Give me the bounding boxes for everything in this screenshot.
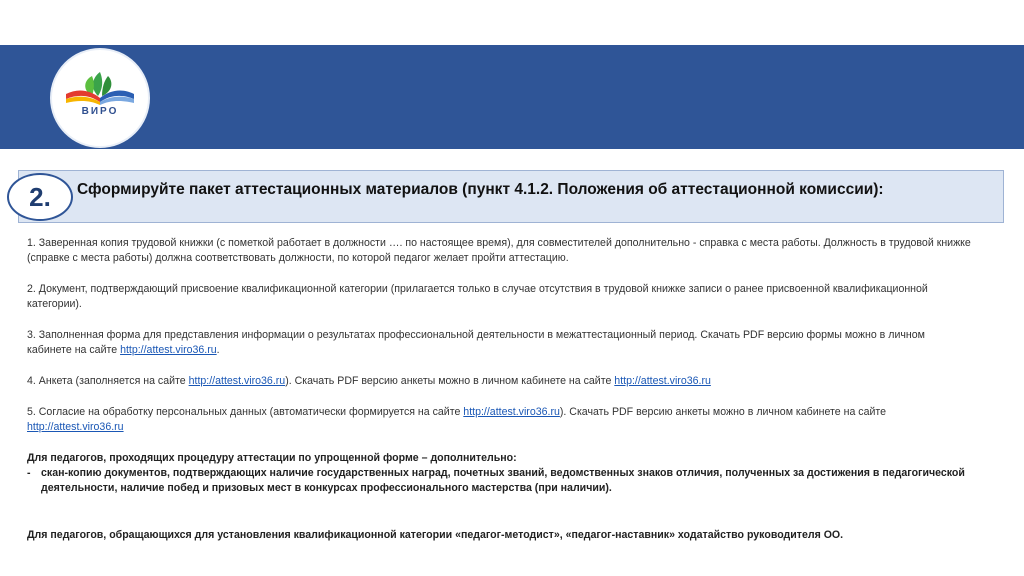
item-text: 4. Анкета (заполняется на сайте [27,375,189,387]
bullet-text: скан-копию документов, подтверждающих наличие государственных наград, почетных званий, ведомственных знаков отличия, полученных за достижения в педагогической деятельности, наличие побед и призовых мест в конкурсах профессионального мастерства (при наличии). [41,467,965,494]
list-item [27,282,972,312]
attest-link[interactable]: http://attest.viro36.ru [27,421,124,433]
header-banner [0,45,1024,149]
item-text: 1. Заверенная копия трудовой книжки (с пометкой работает в должности …. по настоящее время), для совместителей дополнительно - справка с места работы. Должность в трудовой книжке (справке с места работы) должна соответствовать должности, по которой педагог желает пройти аттестацию. [27,237,971,264]
item-text: 3. Заполненная форма для представления информации о результатах профессиональной деятельности в межаттестационный период. Скачать PDF версию формы можно в личном кабинете на сайте [27,329,925,356]
simplified-bullet [27,466,972,496]
book-leaf-icon [52,50,148,146]
section-title: Сформируйте пакет аттестационных материалов (пункт 4.1.2. Положения об аттестационной комиссии): [77,181,884,198]
list-item [27,328,972,358]
item-text: . [216,344,220,356]
item-text: 5. Согласие на обработку персональных данных (автоматически формируется на сайте [27,406,464,418]
attest-link[interactable]: http://attest.viro36.ru [120,344,217,356]
bullet-mark: - [27,467,31,479]
item-text: 2. Документ, подтверждающий присвоение квалификационной категории (прилагается только в случае отсутствия в трудовой книжке записи о ранее присвоенной квалификационной категории). [27,283,928,310]
content-body [27,236,972,543]
item-text: ). Скачать PDF версию анкеты можно в личном кабинете на сайте [559,406,887,418]
list-item [27,405,972,435]
section-number: 2. [7,173,73,221]
list-item [27,374,972,389]
simplified-heading: Для педагогов, проходящих процедуру аттестации по упрощенной форме – дополнительно: [27,452,517,464]
list-item [27,236,972,266]
attest-link[interactable]: http://attest.viro36.ru [188,375,286,387]
viro-logo [52,50,148,146]
section-title-bar [18,170,1004,223]
logo-text: ВИРО [81,106,119,117]
attest-link[interactable]: http://attest.viro36.ru [463,406,560,418]
attest-link[interactable]: http://attest.viro36.ru [614,375,711,387]
item-text: ). Скачать PDF версию анкеты можно в личном кабинете на сайте [285,375,615,387]
methodist-note: Для педагогов, обращающихся для установления квалификационной категории «педагог-методист», «педагог-наставник» ходатайство руководителя ОО. [27,529,844,541]
